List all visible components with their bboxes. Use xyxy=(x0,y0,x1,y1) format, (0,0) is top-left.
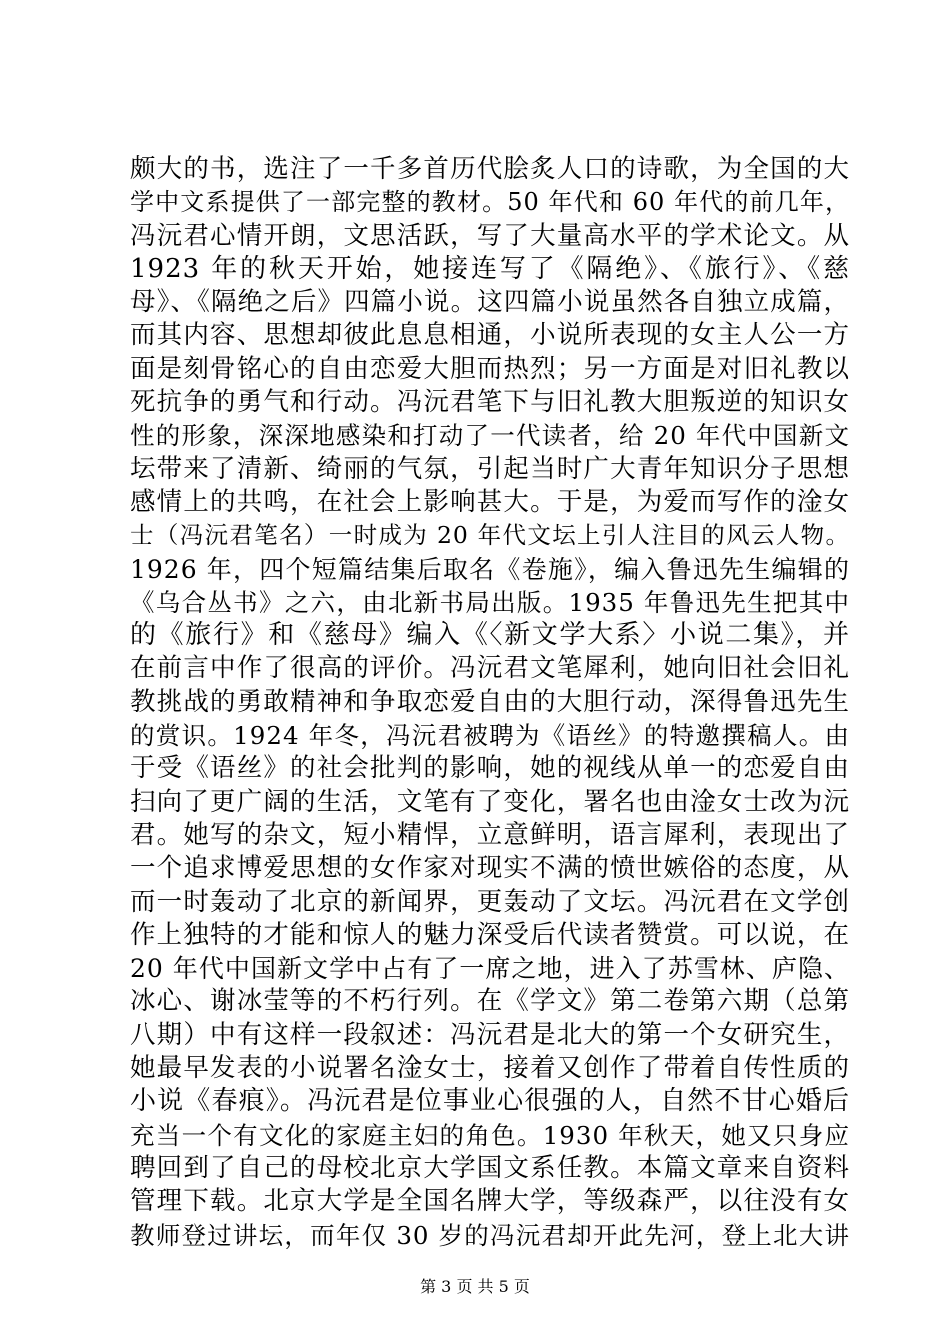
text-line: 感情上的共鸣，在社会上影响甚大。于是，为爱而写作的淦女 xyxy=(130,486,850,517)
text-line: 一个追求博爱思想的女作家对现实不满的愤世嫉俗的态度，从 xyxy=(130,853,850,884)
text-line: 颇大的书，选注了一千多首历代脍炙人口的诗歌，为全国的大 xyxy=(130,154,850,184)
text-line: 冯沅君心情开朗，文思活跃，写了大量高水平的学术论文。从 xyxy=(130,220,850,251)
text-line: 坛带来了清新、绮丽的气氛，引起当时广大青年知识分子思想 xyxy=(130,453,850,484)
text-line: 聘回到了自己的母校北京大学国文系任教。本篇文章来自资料 xyxy=(130,1152,850,1183)
text-line: 20 年代中国新文学中占有了一席之地，进入了苏雪林、庐隐、 xyxy=(130,954,850,984)
text-line: 充当一个有文化的家庭主妇的角色。1930 年秋天，她又只身应 xyxy=(130,1120,850,1150)
text-line: 扫向了更广阔的生活，文笔有了变化，署名也由淦女士改为沅 xyxy=(130,786,850,817)
text-line: 她最早发表的小说署名淦女士，接着又创作了带着自传性质的 xyxy=(130,1053,850,1084)
text-line: 1926 年，四个短篇结集后取名《卷施》，编入鲁迅先生编辑的 xyxy=(130,554,850,584)
text-line: 学中文系提供了一部完整的教材。50 年代和 60 年代的前几年， xyxy=(130,188,850,217)
text-line: 的赏识。1924 年冬，冯沅君被聘为《语丝》的特邀撰稿人。由 xyxy=(130,721,850,751)
text-line: 君。她写的杂文，短小精悍，立意鲜明，语言犀利，表现出了 xyxy=(130,819,850,850)
text-line: 死抗争的勇气和行动。冯沅君笔下与旧礼教大胆叛逆的知识女 xyxy=(130,387,850,418)
text-line: 士（冯沅君笔名）一时成为 20 年代文坛上引人注目的风云人物。 xyxy=(130,521,850,550)
text-line: 冰心、谢冰莹等的不朽行列。在《学文》第二卷第六期（总第 xyxy=(130,986,850,1017)
text-line: 小说《春痕》。冯沅君是位事业心很强的人，自然不甘心婚后 xyxy=(130,1086,850,1117)
text-line: 而其内容、思想却彼此息息相通，小说所表现的女主人公一方 xyxy=(130,320,850,351)
text-line: 于受《语丝》的社会批判的影响，她的视线从单一的恋爱自由 xyxy=(130,753,850,784)
text-line: 的《旅行》和《慈母》编入《〈新文学大系〉小说二集》，并 xyxy=(130,620,850,651)
text-line: 1923 年的秋天开始，她接连写了《隔绝》、《旅行》、《慈 xyxy=(130,253,850,284)
text-line: 面是刻骨铭心的自由恋爱大胆而热烈；另一方面是对旧礼教以 xyxy=(130,353,850,384)
text-line: 八期）中有这样一段叙述：冯沅君是北大的第一个女研究生， xyxy=(130,1019,850,1050)
document-body xyxy=(130,153,850,1252)
text-line: 教师登过讲坛，而年仅 30 岁的冯沅君却开此先河，登上北大讲 xyxy=(130,1220,850,1250)
text-line: 而一时轰动了北京的新闻界，更轰动了文坛。冯沅君在文学创 xyxy=(130,886,850,917)
text-line: 母》、《隔绝之后》四篇小说。这四篇小说虽然各自独立成篇， xyxy=(130,287,850,318)
text-line: 在前言中作了很高的评价。冯沅君文笔犀利，她向旧社会旧礼 xyxy=(130,653,850,684)
text-line: 《乌合丛书》之六，由北新书局出版。1935 年鲁迅先生把其中 xyxy=(130,587,850,617)
text-line: 教挑战的勇敢精神和争取恋爱自由的大胆行动，深得鲁迅先生 xyxy=(130,686,850,717)
text-line: 性的形象，深深地感染和打动了一代读者，给 20 年代中国新文 xyxy=(130,421,850,451)
page-number-footer: 第 3 页 共 5 页 xyxy=(420,1277,530,1296)
text-line: 管理下载。北京大学是全国名牌大学，等级森严，以往没有女 xyxy=(130,1186,850,1217)
text-line: 作上独特的才能和惊人的魅力深受后代读者赞赏。可以说，在 xyxy=(130,919,850,950)
